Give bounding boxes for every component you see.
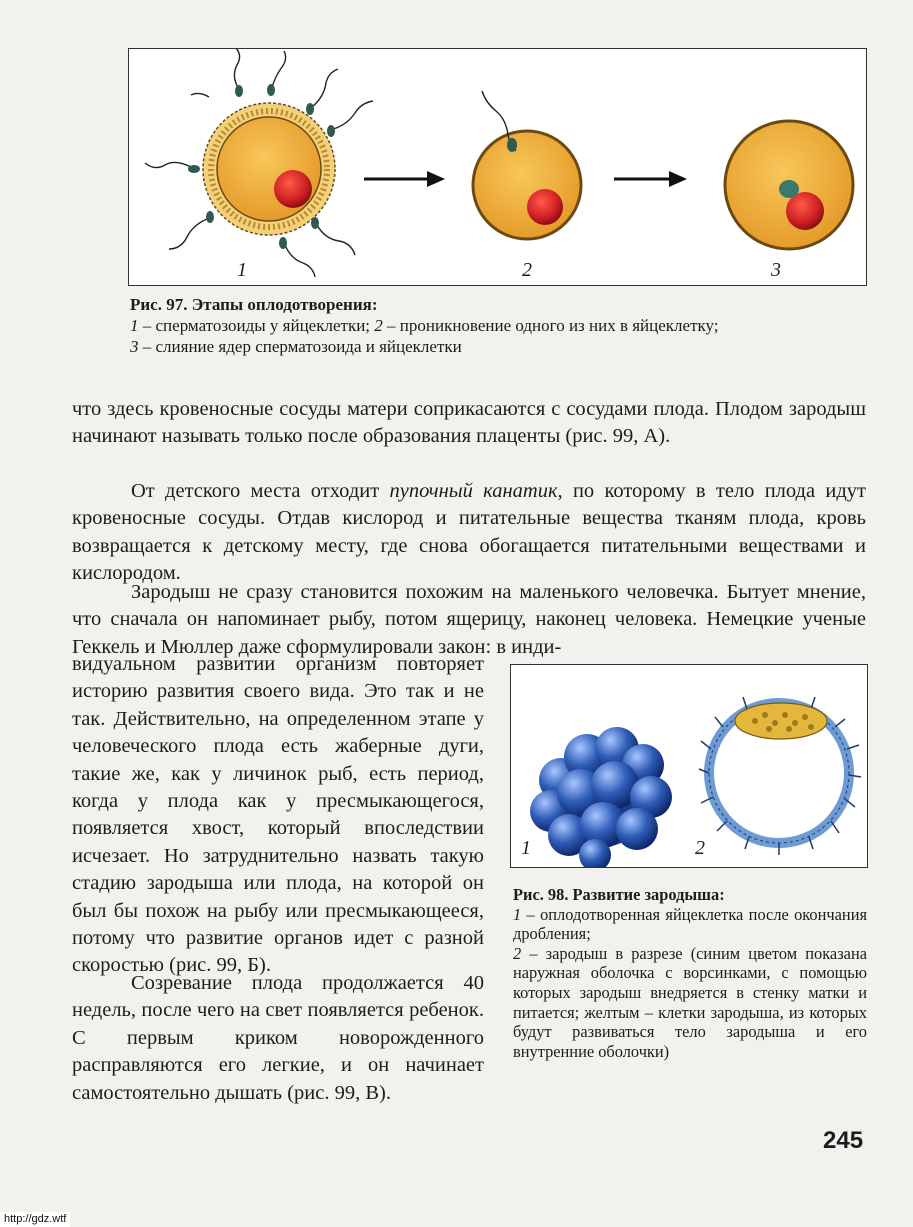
fertilization-illustration <box>129 49 866 285</box>
fig98-label-2: 2 <box>695 837 705 859</box>
fig97-label-3: 3 <box>771 259 781 281</box>
fig98-caption-item-1: 1 – оплодотворенная яйцеклетка после окончания дробления; <box>513 904 867 944</box>
fig98-label-1: 1 <box>521 837 531 859</box>
arrow-2 <box>614 171 687 187</box>
paragraph-3: Зародыш не сразу становится похожим на маленького человечка. Бытует мнение, что сначала он напоминает рыбу, потом ящерицу, наконец человека. Немецкие ученые Геккель и Мюллер даже сформулировали закон: в инди- <box>72 581 866 658</box>
paragraph-1: что здесь кровеносные сосуды матери соприкасаются с сосудами плода. Плодом зародыш начинают называть только после образования плаценты (рис. 99, А). <box>72 398 866 448</box>
embryo-development-illustration <box>511 665 867 867</box>
fig97-caption-title: Рис. 97. Этапы оплодотворения: <box>130 295 378 314</box>
figure-98 <box>510 664 868 868</box>
fig98-caption-item-2: 2 – зародыш в разрезе (синим цветом показана наружная оболочка с ворсинками, с помощью которых зародыш внедряется в стенку матки и питается; желтым – клетки зародыша, из которых будут развиваться тело зародыша и его внутренние оболочки) <box>513 943 867 1061</box>
paragraph-4: Созревание плода продолжается 40 недель, после чего на свет появляется ребенок. С первым криком новорожденного расправляются его легкие, и он начинает самостоятельно дышать (рис. 99, В). <box>72 972 484 1104</box>
figure-98-caption <box>513 885 867 1061</box>
paragraph-3-continued: видуальном развитии организм повторяет историю развития своего вида. Это так и не так. Действительно, на определенном этапе у человеческого плода есть жаберные дуги, такие же, как у личинок рыб, есть период, когда у плода как у пресмыкающегося, появляется хвост, который впоследствии исчезает. Но затруднительно назвать такую стадию зародыша или плода, на которой он был бы похож на рыбу или пресмыкающееся, потому что развитие органов идет с разной скоростью (рис. 99, Б). <box>72 653 484 977</box>
figure-97-caption <box>130 294 870 357</box>
egg-stage-1 <box>145 49 373 277</box>
fig97-caption-line-2: 3 – слияние ядер сперматозоида и яйцеклетки <box>130 337 462 356</box>
term-umbilical-cord: пупочный канатик <box>389 480 558 502</box>
morula <box>530 727 672 867</box>
arrow-1 <box>364 171 445 187</box>
fig97-caption-line-1: 1 – сперматозоиды у яйцеклетки; 2 – проникновение одного из них в яйцеклетку; <box>130 316 719 335</box>
fig97-label-1: 1 <box>237 259 247 281</box>
figure-97 <box>128 48 867 286</box>
page-number: 245 <box>823 1127 864 1154</box>
egg-stage-3 <box>725 121 853 249</box>
paragraph-2: От детского места отходит пупочный канатик, по которому в тело плода идут кровеносные сосуды. Отдав кислород и питательные вещества тканям плода, кровь возвращается к детскому месту, где снова обогащается питательными веществами и кислородом. <box>72 480 866 585</box>
fig97-label-2: 2 <box>522 259 532 281</box>
watermark: http://gdz.wtf <box>0 1212 70 1227</box>
blastocyst-section <box>699 697 861 855</box>
fig98-caption-title: Рис. 98. Развитие зародыша: <box>513 885 725 904</box>
egg-stage-2 <box>473 91 581 239</box>
